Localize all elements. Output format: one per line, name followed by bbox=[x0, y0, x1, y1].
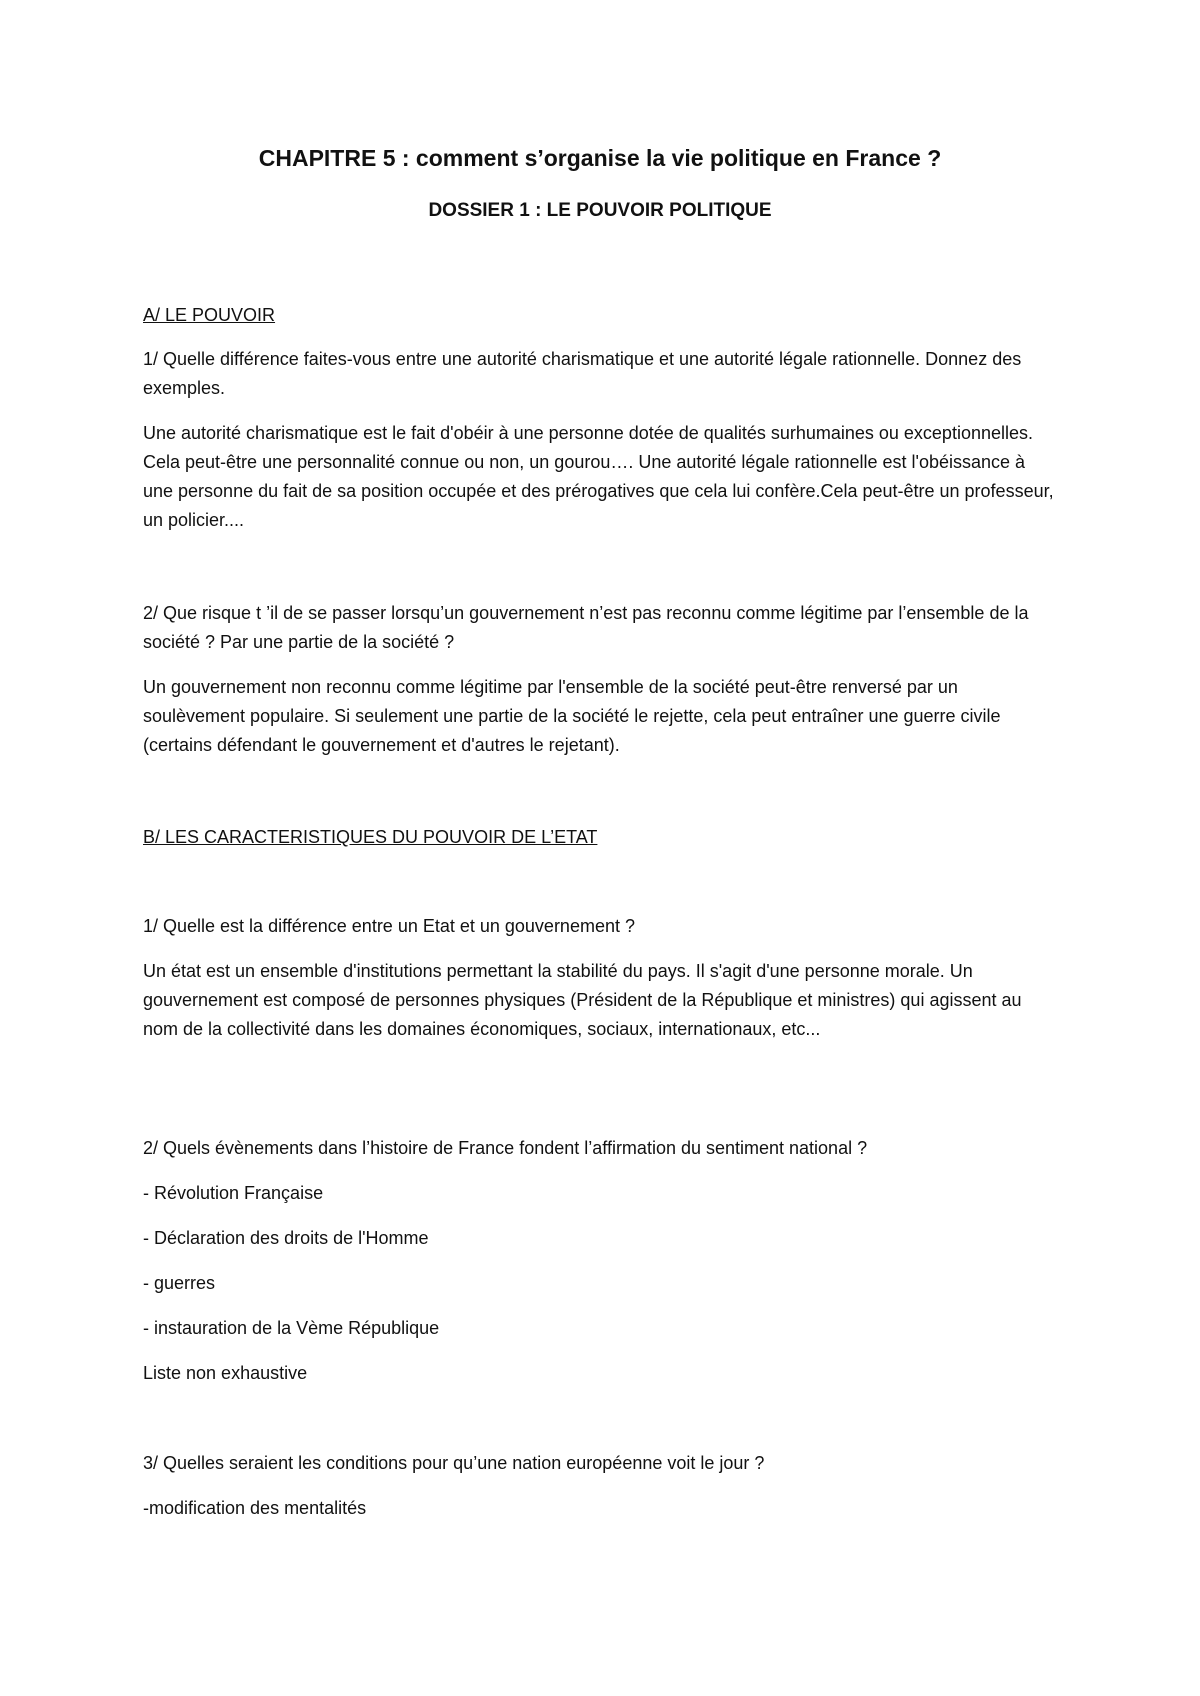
answer-a2: Un gouvernement non reconnu comme légitime par l'ensemble de la société peut-être renversé par un soulèvement populaire. Si seulement une partie de la société le rejette, cela peut entraîner une guerre civile (certains défendant le gouvernement et d'autres le rejetant). bbox=[143, 677, 1001, 755]
event-item: - instauration de la Vème République bbox=[143, 1318, 440, 1338]
dossier-title: DOSSIER 1 : LE POUVOIR POLITIQUE bbox=[428, 200, 772, 221]
question-b1: 1/ Quelle est la différence entre un Etat et un gouvernement ? bbox=[143, 916, 635, 936]
event-item: - Déclaration des droits de l'Homme bbox=[143, 1228, 429, 1248]
section-b-heading: B/ LES CARACTERISTIQUES DU POUVOIR DE L’ETAT bbox=[143, 827, 598, 847]
section-a-heading: A/ LE POUVOIR bbox=[143, 305, 276, 325]
question-a2: 2/ Que risque t ’il de se passer lorsqu’un gouvernement n’est pas reconnu comme légitime par l’ensemble de la société ? Par une partie de la société ? bbox=[143, 603, 1029, 652]
answer-b3-first-line: -modification des mentalités bbox=[143, 1498, 367, 1518]
answer-a1: Une autorité charismatique est le fait d'obéir à une personne dotée de qualités surhumaines ou exceptionnelles. Cela peut-être une personnalité connue ou non, un gourou…. Une autorité légale rationnelle est l'obéissance à une personne du fait de sa position occupée et des prérogatives que cela lui confère.Cela peut-être un professeur, un policier.... bbox=[143, 423, 1054, 530]
chapter-title: CHAPITRE 5 : comment s’organise la vie politique en France ? bbox=[258, 145, 942, 171]
answer-b1: Un état est un ensemble d'institutions permettant la stabilité du pays. Il s'agit d'une personne morale. Un gouvernement est composé de personnes physiques (Président de la République et ministres) qui agissent au nom de la collectivité dans les domaines économiques, sociaux, internationaux, etc... bbox=[143, 961, 1022, 1039]
question-b3: 3/ Quelles seraient les conditions pour qu’une nation européenne voit le jour ? bbox=[143, 1453, 765, 1473]
event-item: - guerres bbox=[143, 1273, 216, 1293]
question-a1: 1/ Quelle différence faites-vous entre une autorité charismatique et une autorité légale rationnelle. Donnez des exemples. bbox=[143, 349, 1022, 398]
question-b2: 2/ Quels évènements dans l’histoire de France fondent l’affirmation du sentiment national ? bbox=[143, 1138, 868, 1158]
events-note: Liste non exhaustive bbox=[143, 1363, 308, 1383]
event-item: - Révolution Française bbox=[143, 1183, 324, 1203]
